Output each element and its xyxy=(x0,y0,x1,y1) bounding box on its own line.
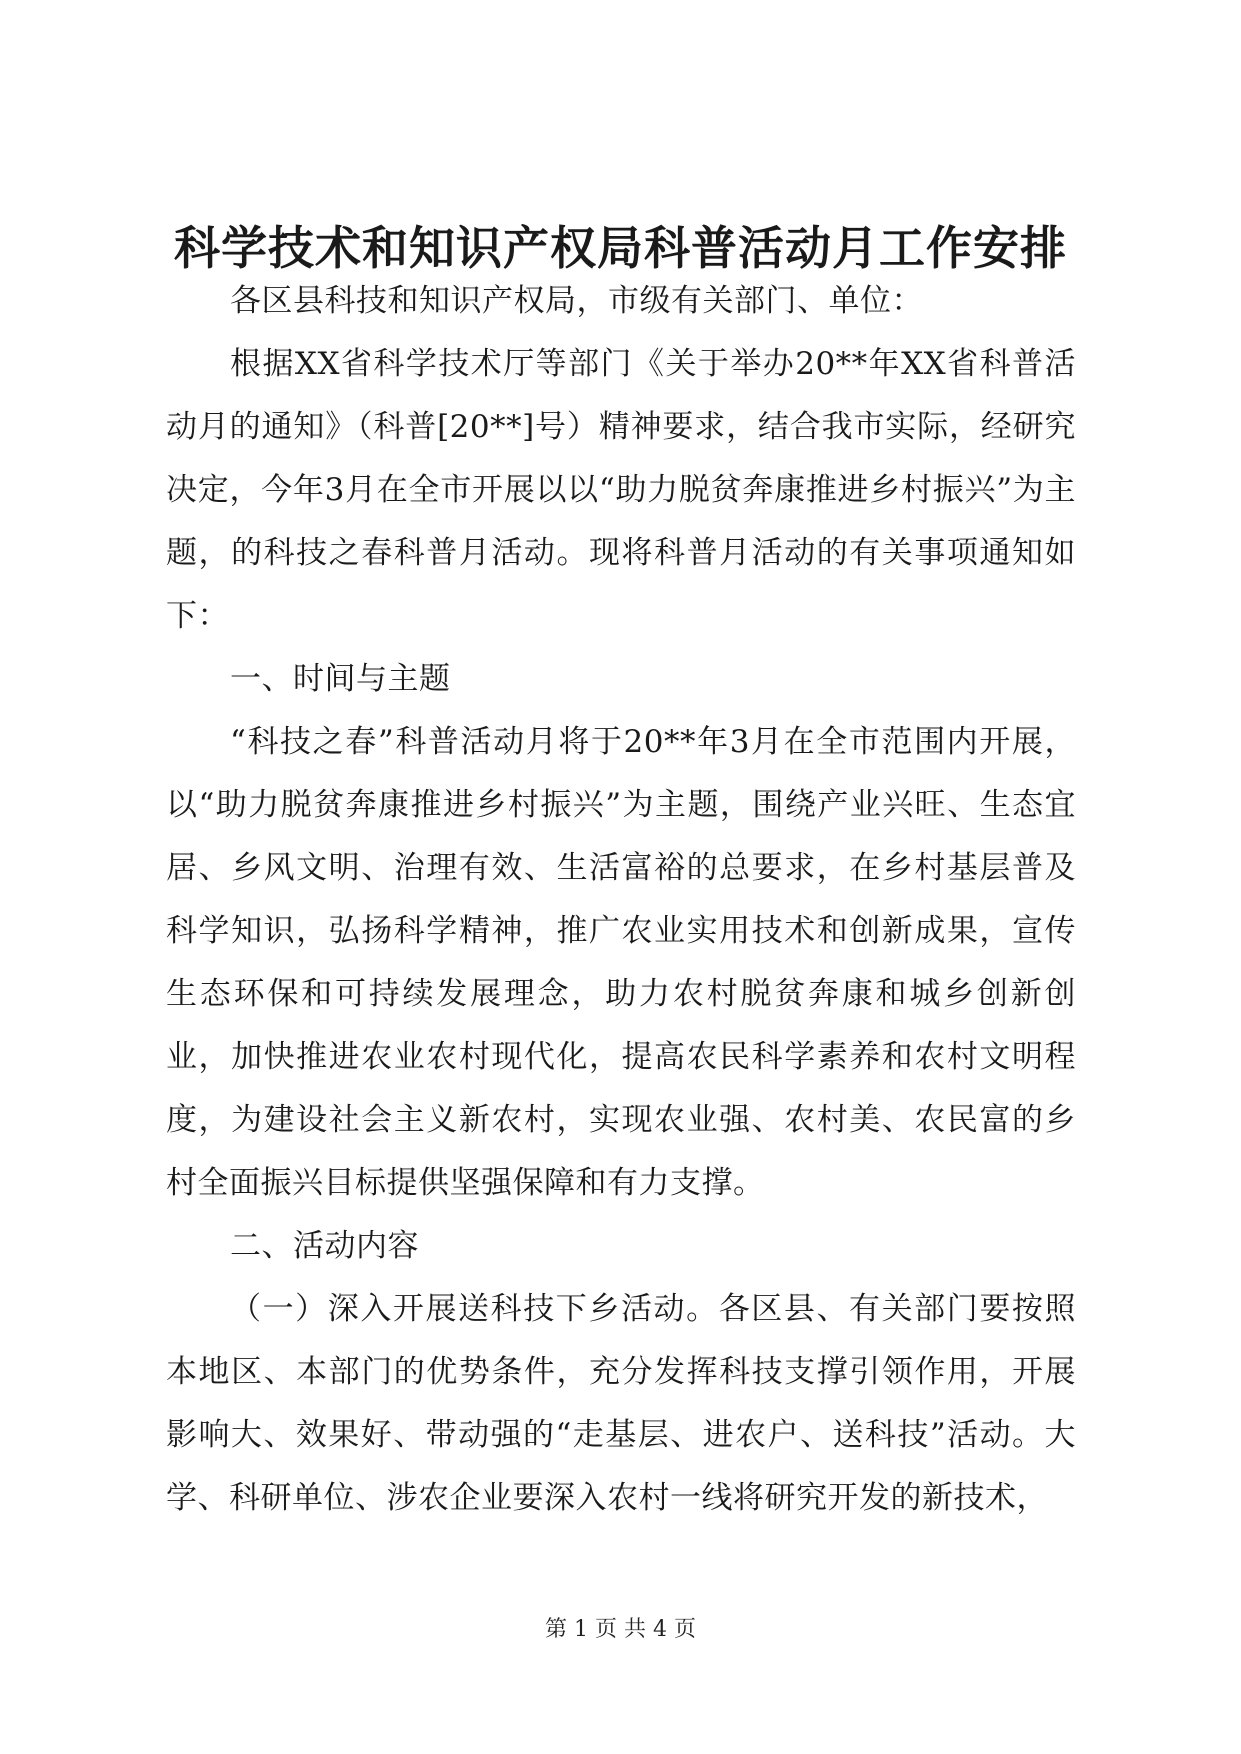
section-activities-item-1: （一）深入开展送科技下乡活动。各区县、有关部门要按照本地区、本部门的优势条件，充分发挥科技支撑引领作用，开展影响大、效果好、带动强的“走基层、进农户、送科技”活动。大学、科研单位、涉农企业要深入农村一线将研究开发的新技术， xyxy=(166,1291,1076,1516)
section-heading-time-theme: 一、时间与主题 xyxy=(230,661,451,697)
salutation-paragraph: 各区县科技和知识产权局，市级有关部门、单位： xyxy=(230,283,923,319)
document-title: 科学技术和知识产权局科普活动月工作安排 xyxy=(174,221,1067,275)
section-time-theme-paragraph: “科技之春”科普活动月将于20**年3月在全市范围内开展，以“助力脱贫奔康推进乡村振兴”为主题，围绕产业兴旺、生态宜居、乡风文明、治理有效、生活富裕的总要求，在乡村基层普及科学知识，弘扬科学精神，推广农业实用技术和创新成果，宣传生态环保和可持续发展理念，助力农村脱贫奔康和城乡创新创业，加快推进农业农村现代化，提高农民科学素养和农村文明程度，为建设社会主义新农村，实现农业强、农村美、农民富的乡村全面振兴目标提供坚强保障和有力支撑。 xyxy=(166,724,1076,1201)
intro-paragraph: 根据XX省科学技术厅等部门《关于举办20**年XX省科普活动月的通知》（科普[20**]号）精神要求，结合我市实际，经研究决定，今年3月在全市开展以以“助力脱贫奔康推进乡村振兴”为主题，的科技之春科普月活动。现将科普月活动的有关事项通知如下： xyxy=(166,346,1076,634)
section-heading-activities: 二、活动内容 xyxy=(230,1228,419,1264)
page-number-footer: 第 1 页 共 4 页 xyxy=(545,1617,696,1642)
document-body xyxy=(166,270,1076,1530)
